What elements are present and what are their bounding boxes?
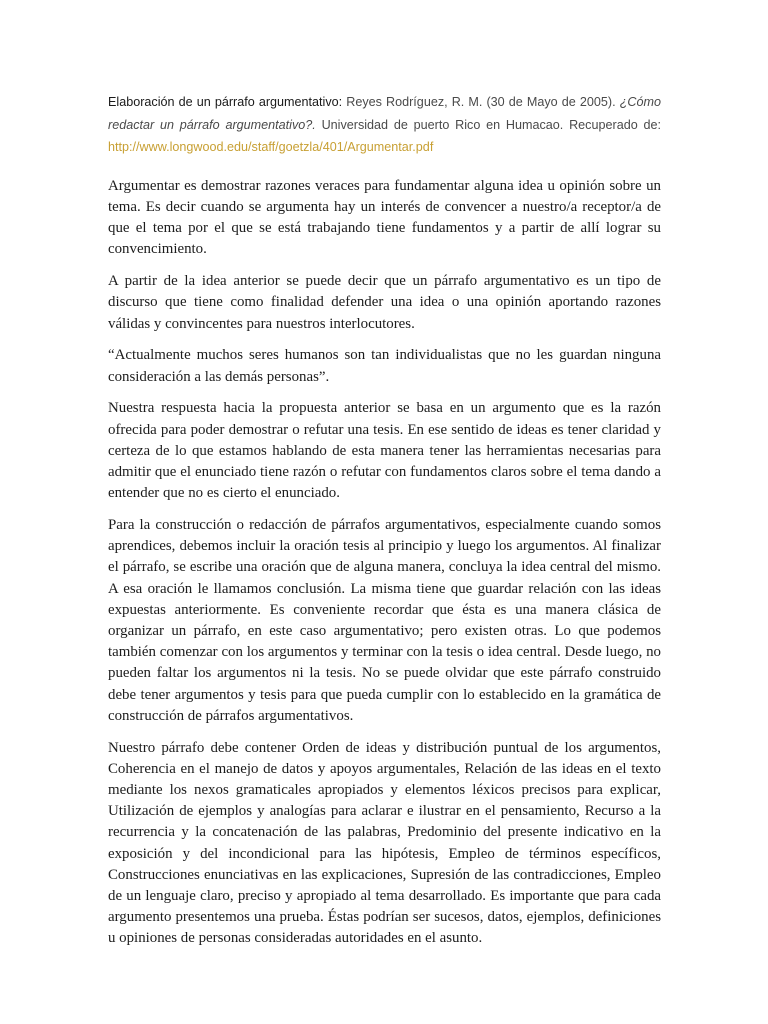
paragraph-definition: Argumentar es demostrar razones veraces para fundamentar alguna idea u opinión sobre un tema. Es decir cuando se argumenta hay un interés de convencer a nuestro/a receptor/a de que el tema por el que se está trabajando tiene fundamentos y a partir de allí lograr su convencimiento. [108, 177, 661, 258]
paragraph-construction: Para la construcción o redacción de párrafos argumentativos, especialmente cuando somos aprendices, debemos incluir la oración tesis al principio y luego los argumentos. Al finalizar el párrafo, se escribe una oración que de alguna manera, concluya la idea central del mismo. A esa oración le llamamos conclusión. La misma tiene que guardar relación con las ideas expuestas anteriormente. Es conveniente recordar que ésta es una manera clásica de organizar un párrafo, en este caso argumentativo; pero existen otras. Lo que podemos también comenzar con los argumentos y terminar con la tesis o idea central. Desde luego, no pueden faltar los argumentos ni la tesis. No se puede olvidar que este párrafo construido debe tener argumentos y tesis para que pueda cumplir con lo establecido en la gramática de construcción de párrafos argumentativos. [108, 517, 661, 724]
document-page [108, 91, 661, 960]
reference-italic-title: ¿Cómo redactar un párrafo argumentativo?. [108, 95, 661, 132]
reference-link[interactable]: http://www.longwood.edu/staff/goetzla/401/Argumentar.pdf [108, 140, 434, 155]
reference-title-prefix: Elaboración de un párrafo argumentativo: [108, 95, 343, 109]
reference-publisher: Universidad de puerto Rico en Humacao. Recuperado de: [315, 117, 661, 132]
paragraph-contents: Nuestro párrafo debe contener Orden de ideas y distribución puntual de los argumentos, Coherencia en el manejo de datos y apoyos argumentales, Relación de las ideas en el texto mediante los nexos gramaticales apropiados y elementos léxicos precisos para explicar, Utilización de ejemplos y analogías para aclarar e ilustrar en el pensamiento, Recurso a la recurrencia y la concatenación de las palabras, Predominio del presente indicativo en la exposición y del incondicional para las hipótesis, Empleo de términos específicos, Construcciones enunciativas en las explicaciones, Supresión de las contradicciones, Empleo de un lenguaje claro, preciso y apropiado al tema desarrollado. Es importante que para cada argumento presentemos una prueba. Éstas podrían ser sucesos, datos, ejemplos, definiciones u opiniones de personas consideradas autoridades en el asunto. [108, 739, 661, 947]
paragraph-quote: “Actualmente muchos seres humanos son tan individualistas que no les guardan ninguna consideración a las demás personas”. [108, 347, 661, 385]
bibliographic-reference [108, 91, 661, 159]
paragraph-purpose: A partir de la idea anterior se puede decir que un párrafo argumentativo es un tipo de discurso que tiene como finalidad defender una idea o una opinión aportando razones válidas y convincentes para nuestros interlocutores. [108, 273, 661, 332]
paragraph-response: Nuestra respuesta hacia la propuesta anterior se basa en un argumento que es la razón ofrecida para poder demostrar o refutar una tesis. En ese sentido de ideas es tener claridad y certeza de lo que estamos hablando de esta manera tener las herramientas necesarias para admitir que el enunciado tiene razón o refutar con fundamentos claros sobre el tema dando a entender que no es cierto el enunciado. [108, 400, 661, 502]
reference-authors: Reyes Rodríguez, R. M. (30 de Mayo de 2005). [342, 95, 620, 109]
